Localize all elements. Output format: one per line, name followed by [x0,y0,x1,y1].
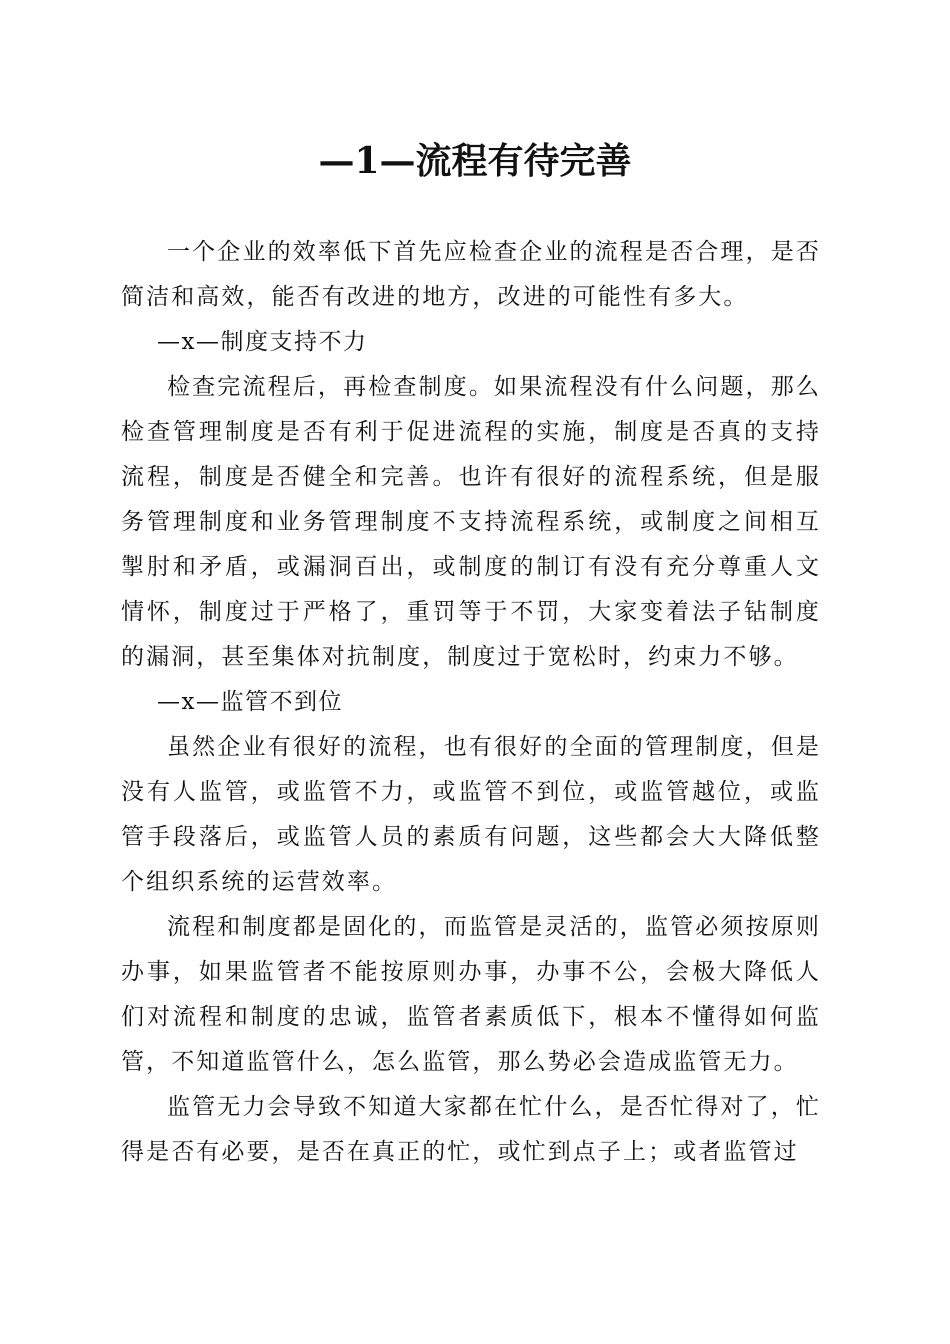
paragraph-process-check: 一个企业的效率低下首先应检查企业的流程是否合理，是否简洁和高效，能否有改进的地方，改进的可能性有多大。 [121,239,821,310]
paragraph-supervision-issues: 虽然企业有很好的流程，也有很好的全面的管理制度，但是没有人监管，或监管不力，或监管不到位，或监管越位，或监管手段落后，或监管人员的素质有问题，这些都会大大降低整个组织系统的运营效率。 [121,734,821,895]
subheading-supervision: —x—监管不到位 [157,689,343,715]
paragraph-system-check: 检查完流程后，再检查制度。如果流程没有什么问题，那么检查管理制度是否有利于促进流程的实施，制度是否真的支持流程，制度是否健全和完善。也许有很好的流程系统，但是服务管理制度和业务管理制度不支持流程系统，或制度之间相互掣肘和矛盾，或漏洞百出，或制度的制订有没有充分尊重人文情怀，制度过于严格了，重罚等于不罚，大家变着法子钻制度的漏洞，甚至集体对抗制度，制度过于宽松时，约束力不够。 [121,374,821,670]
document-body [121,230,821,1175]
document-title: —1—流程有待完善 [318,140,632,182]
subheading-system-support: —x—制度支持不力 [157,329,368,355]
paragraph-supervision-principles: 流程和制度都是固化的，而监管是灵活的，监管必须按原则办事，如果监管者不能按原则办事，办事不公，会极大降低人们对流程和制度的忠诚，监管者素质低下，根本不懂得如何监管，不知道监管什么，怎么监管，那么势必会造成监管无力。 [121,914,821,1075]
paragraph-supervision-weakness: 监管无力会导致不知道大家都在忙什么，是否忙得对了，忙得是否有必要，是否在真正的忙，或忙到点子上；或者监管过 [121,1094,821,1165]
